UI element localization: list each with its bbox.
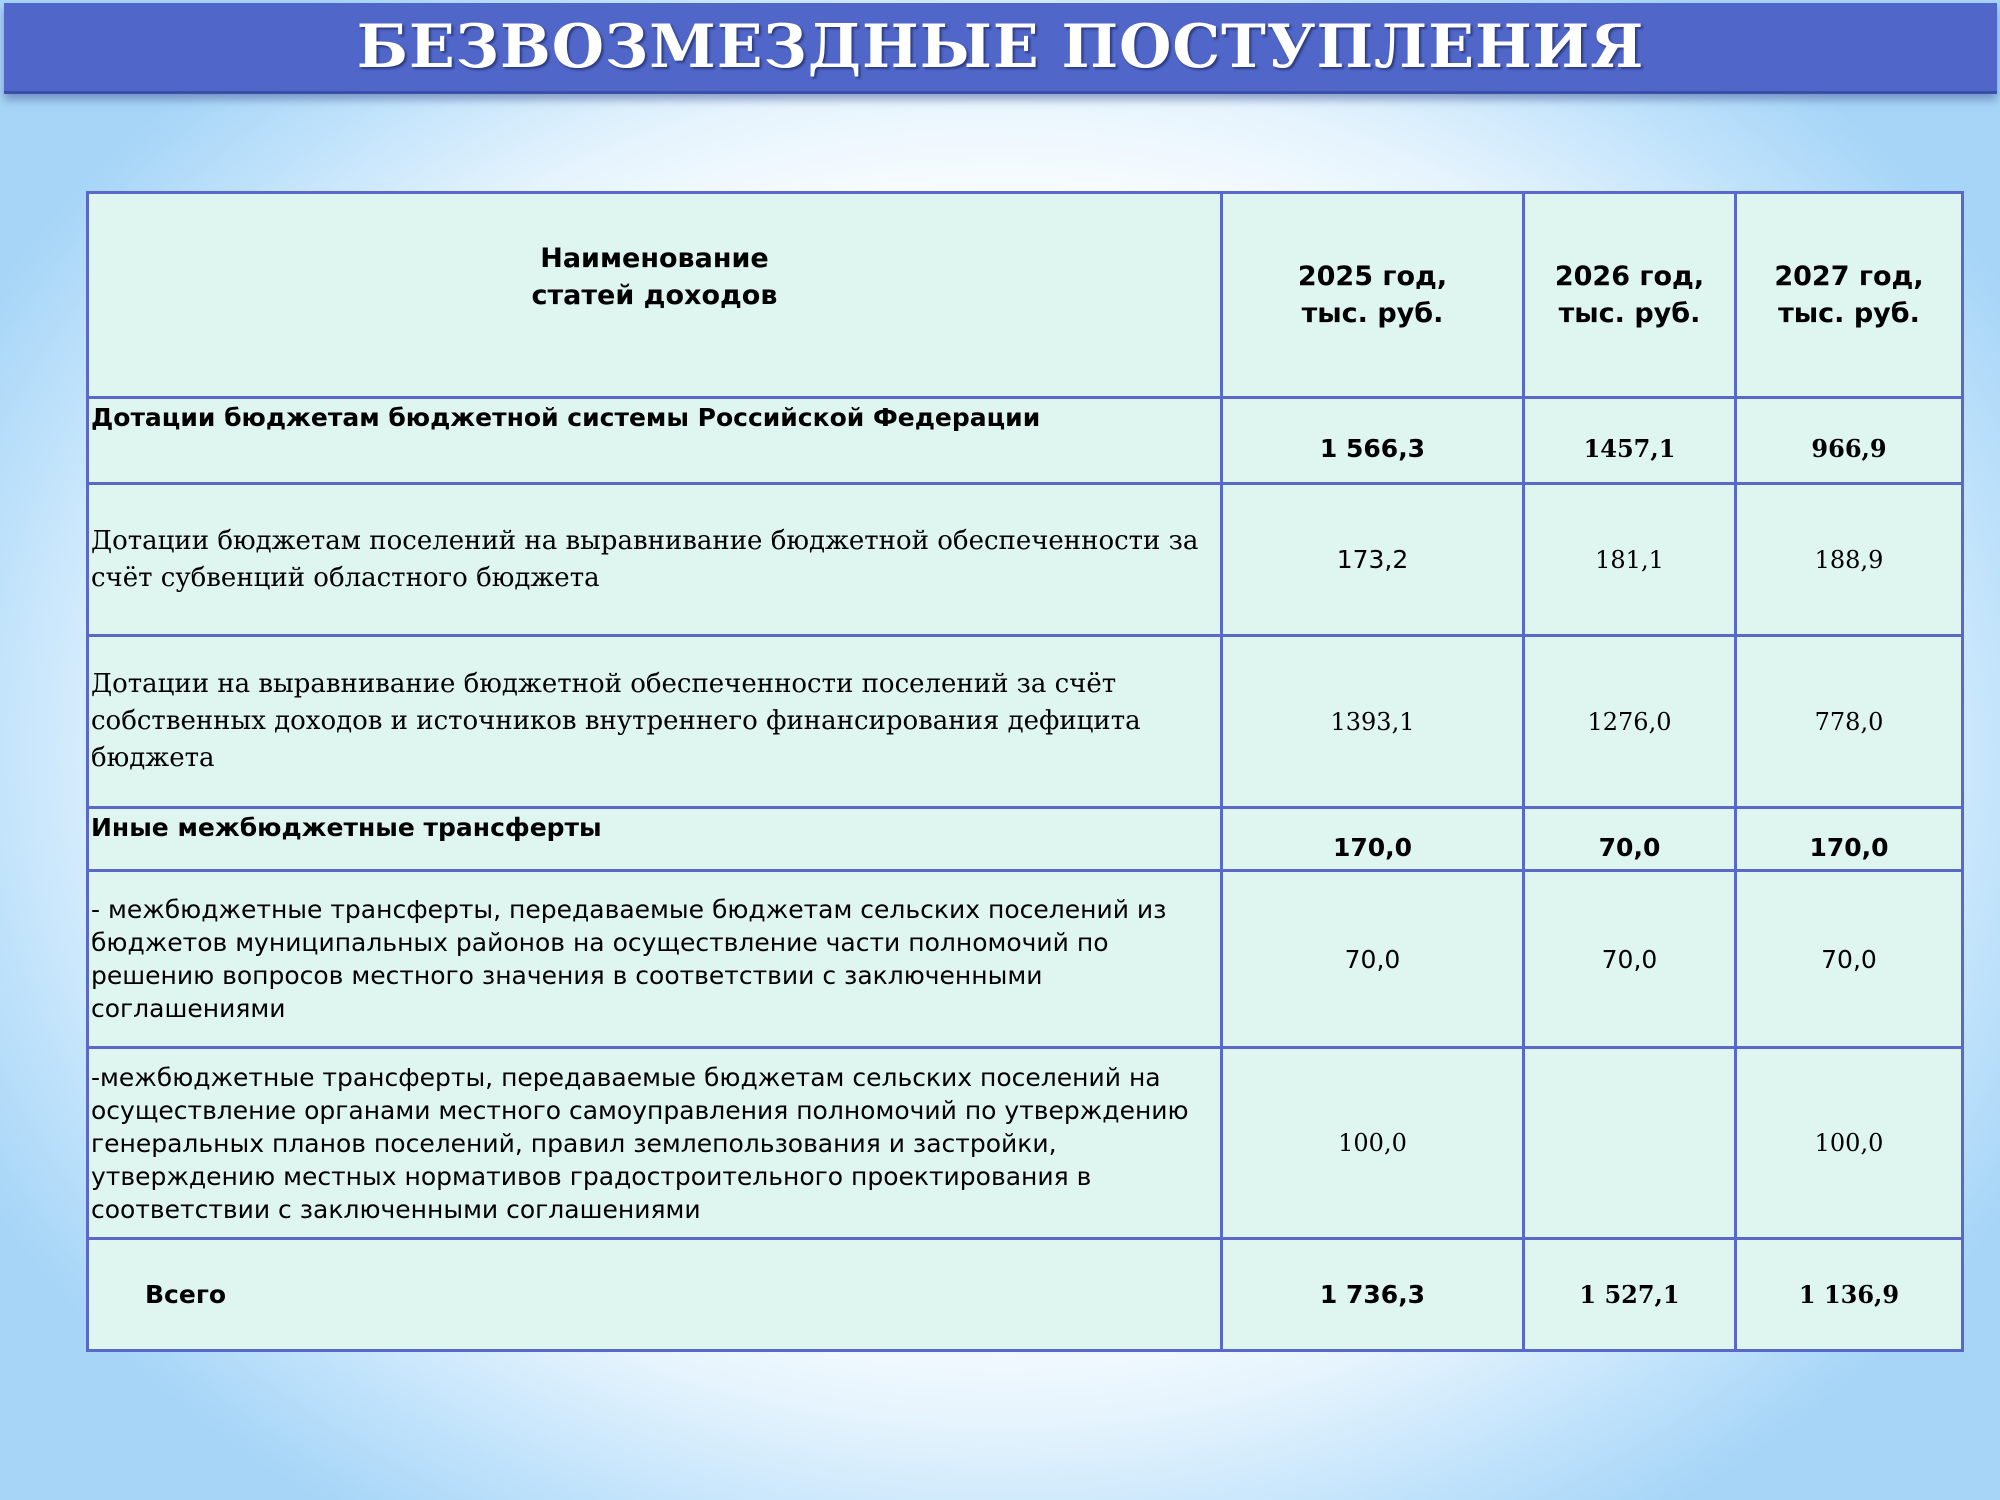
- revenue-table: [86, 191, 1964, 1352]
- row-value-2026: 1276,0: [1524, 636, 1736, 808]
- row-name: Дотации на выравнивание бюджетной обеспеченности поселений за счёт собственных доходов и источников внутреннего финансирования дефицита бюджета: [88, 636, 1222, 808]
- row-value-2026: 70,0: [1524, 808, 1736, 871]
- table-row-total: [88, 1239, 1963, 1351]
- row-value-2026: 1457,1: [1524, 398, 1736, 484]
- page-title: БЕЗВОЗМЕЗДНЫЕ ПОСТУПЛЕНИЯ: [356, 12, 1645, 82]
- total-value-2027: 1 136,9: [1736, 1239, 1963, 1351]
- row-value-2025: 70,0: [1222, 871, 1524, 1048]
- row-value-2027: 966,9: [1736, 398, 1963, 484]
- row-value-2027: 170,0: [1736, 808, 1963, 871]
- row-value-2026: 181,1: [1524, 484, 1736, 636]
- row-value-2027: 70,0: [1736, 871, 1963, 1048]
- table-row: [88, 871, 1963, 1048]
- row-name: Дотации бюджетам поселений на выравнивание бюджетной обеспеченности за счёт субвенций областного бюджета: [88, 484, 1222, 636]
- table-row: [88, 636, 1963, 808]
- row-value-2025: 1 566,3: [1222, 398, 1524, 484]
- table-header-row: [88, 193, 1963, 398]
- title-banner: [4, 3, 1997, 94]
- header-item-name: Наименование статей доходов: [88, 193, 1222, 398]
- total-value-2026: 1 527,1: [1524, 1239, 1736, 1351]
- total-value-2025: 1 736,3: [1222, 1239, 1524, 1351]
- table-row: [88, 808, 1963, 871]
- header-2025: 2025 год, тыс. руб.: [1222, 193, 1524, 398]
- row-name-total: Всего: [88, 1239, 1222, 1351]
- row-value-2027: 778,0: [1736, 636, 1963, 808]
- row-value-2025: 170,0: [1222, 808, 1524, 871]
- table-row: [88, 398, 1963, 484]
- table-row: [88, 484, 1963, 636]
- row-value-2025: 173,2: [1222, 484, 1524, 636]
- row-value-2026: 70,0: [1524, 871, 1736, 1048]
- row-value-2025: 100,0: [1222, 1048, 1524, 1239]
- table-row: [88, 1048, 1963, 1239]
- row-name: Иные межбюджетные трансферты: [88, 808, 1222, 871]
- row-name: Дотации бюджетам бюджетной системы Российской Федерации: [88, 398, 1222, 484]
- row-name: - межбюджетные трансферты, передаваемые бюджетам сельских поселений из бюджетов муниципальных районов на осуществление части полномочий по решению вопросов местного значения в соответствии с заключенными соглашениями: [88, 871, 1222, 1048]
- row-value-2027: 100,0: [1736, 1048, 1963, 1239]
- header-2026: 2026 год, тыс. руб.: [1524, 193, 1736, 398]
- row-value-2027: 188,9: [1736, 484, 1963, 636]
- row-name: -межбюджетные трансферты, передаваемые бюджетам сельских поселений на осуществление органами местного самоуправления полномочий по утверждению генеральных планов поселений, правил землепользования и застройки, утверждению местных нормативов градостроительного проектирования в соответствии с заключенными соглашениями: [88, 1048, 1222, 1239]
- header-2027: 2027 год, тыс. руб.: [1736, 193, 1963, 398]
- row-value-2026: [1524, 1048, 1736, 1239]
- row-value-2025: 1393,1: [1222, 636, 1524, 808]
